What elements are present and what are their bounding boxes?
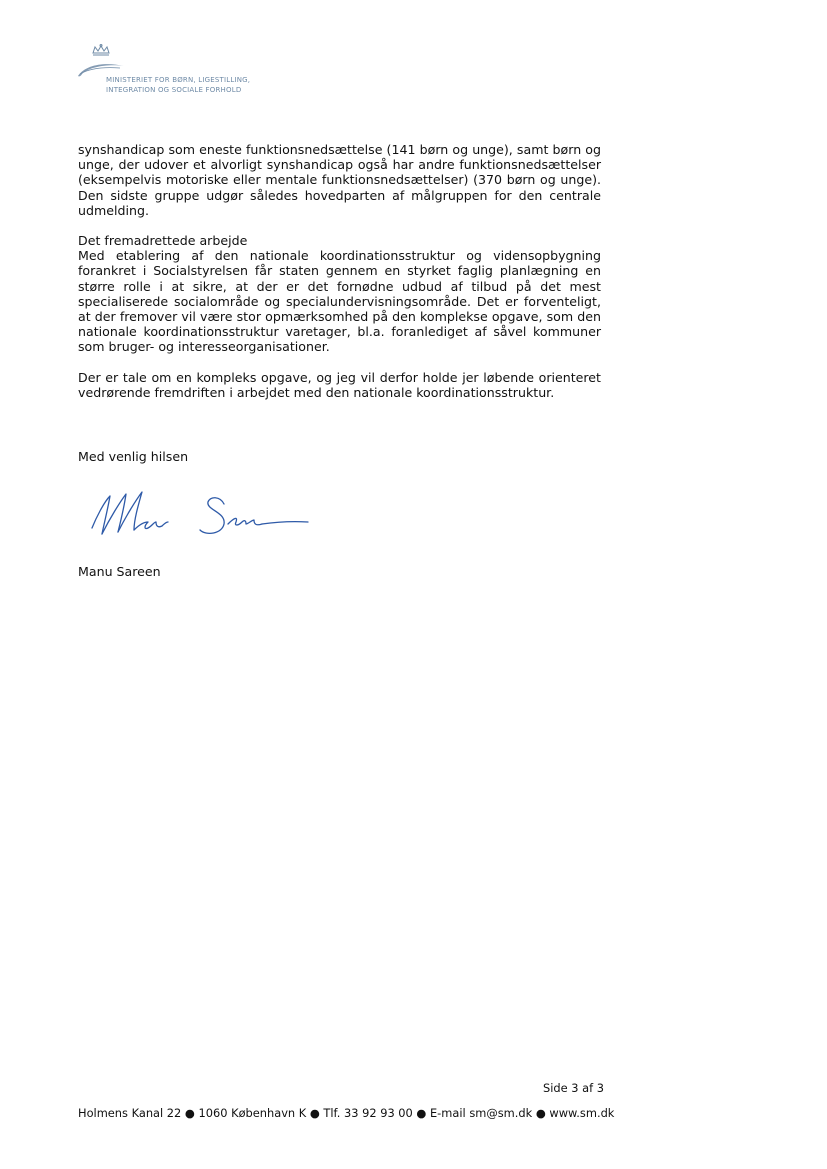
signer-name: Manu Sareen (78, 564, 161, 579)
letter-body (78, 142, 601, 400)
ministry-logo (76, 44, 276, 98)
ministry-name-line2: INTEGRATION OG SOCIALE FORHOLD (106, 85, 242, 94)
handwritten-signature (86, 484, 316, 546)
paragraph-future-work: Med etablering af den nationale koordinationsstruktur og vidensopbygning forankret i Socialstyrelsen får staten gennem en styrket faglig planlægning en større rolle i at sikre, at der er det fornødne udbud af tilbud på det mest specialiserede socialområde og specialundervisningsområde. Det er forventeligt, at der fremover vil være stor opmærksomhed på den komplekse opgave, som den nationale koordinationsstruktur varetager, bl.a. foranlediget af såvel kommuner som bruger- og interesseorganisationer. (78, 248, 601, 355)
ministry-name-line1: MINISTERIET FOR BØRN, LIGESTILLING, (106, 76, 251, 84)
closing-greeting: Med venlig hilsen (78, 449, 189, 464)
page-number: Side 3 af 3 (543, 1081, 604, 1095)
section-heading: Det fremadrettede arbejde (78, 233, 248, 249)
paragraph-target-group: synshandicap som eneste funktionsnedsættelse (141 børn og unge), samt børn og unge, der udover et alvorligt synshandicap også har andre funktionsnedsættelser (eksempelvis motoriske eller mentale funktionsnedsættelser) (370 børn og unge). Den sidste gruppe udgør således hovedparten af målgruppen for den centrale udmelding. (78, 142, 601, 218)
footer-contact: Holmens Kanal 22 ● 1060 København K ● Tlf. 33 92 93 00 ● E-mail sm@sm.dk ● www.sm.dk (78, 1106, 615, 1120)
paragraph-complex-task: Der er tale om en kompleks opgave, og jeg vil derfor holde jer løbende orienteret vedrørende fremdriften i arbejdet med den nationale koordinationsstruktur. (78, 369, 601, 400)
